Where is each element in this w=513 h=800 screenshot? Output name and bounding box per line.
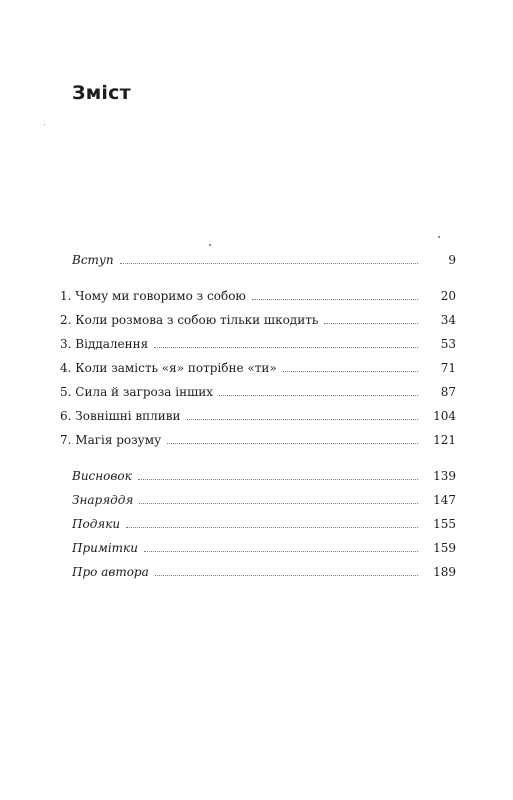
dot-leader <box>283 371 418 372</box>
toc-entry-page: 139 <box>433 469 456 483</box>
toc-entry-back-matter[interactable] <box>60 537 456 559</box>
toc-entry-chapter[interactable] <box>60 357 456 379</box>
dot-leader <box>252 299 418 300</box>
toc-entry-label: 2. Коли розмова з собою тільки шкодить <box>60 309 324 331</box>
toc-entry-back-matter[interactable] <box>60 465 456 487</box>
toc-entry-page: 34 <box>440 313 456 327</box>
toc-entry-label: Примітки <box>72 541 138 555</box>
dot-leader <box>154 347 418 348</box>
dot-leader <box>126 527 418 528</box>
toc-entry-label: 4. Коли замість «я» потрібне «ти» <box>60 357 283 379</box>
toc-entry-intro[interactable] <box>60 249 456 271</box>
toc-entry-label: Висновок <box>72 469 132 483</box>
toc-entry-chapter[interactable] <box>60 381 456 403</box>
print-speck <box>209 244 211 246</box>
toc-entry-label: Подяки <box>72 517 121 531</box>
chapter-number: 7. <box>60 433 72 447</box>
toc-entry-page: 71 <box>440 361 456 375</box>
chapter-number: 5. <box>60 385 72 399</box>
toc-entry-page: 121 <box>433 433 456 447</box>
toc-entry-page: 155 <box>433 517 456 531</box>
toc-entry-page: 20 <box>440 289 456 303</box>
toc-entry-label: Знаряддя <box>72 493 134 507</box>
toc-entry-page: 53 <box>440 337 456 351</box>
dot-leader <box>324 323 418 324</box>
page-title: Зміст <box>72 82 131 104</box>
toc-entry-label: 6. Зовнішні впливи <box>60 405 187 427</box>
toc-entry-label: 1. Чому ми говоримо з собою <box>60 285 252 307</box>
print-speck <box>438 236 440 238</box>
toc-entry-chapter[interactable] <box>60 333 456 355</box>
toc-entry-label: 3. Віддалення <box>60 333 154 355</box>
toc-entry-page: 189 <box>433 565 456 579</box>
chapter-number: 3. <box>60 337 72 351</box>
toc-entry-page: 159 <box>433 541 456 555</box>
dot-leader <box>144 551 418 552</box>
dot-leader <box>120 263 418 264</box>
chapter-number: 2. <box>60 313 72 327</box>
toc-entry-page: 147 <box>433 493 456 507</box>
toc-entry-chapter[interactable] <box>60 405 456 427</box>
dot-leader <box>219 395 418 396</box>
toc-entry-chapter[interactable] <box>60 285 456 307</box>
dot-leader <box>155 575 418 576</box>
toc-entry-page: 9 <box>448 253 456 267</box>
toc-entry-chapter[interactable] <box>60 309 456 331</box>
chapter-number: 1. <box>60 289 72 303</box>
dot-leader <box>138 479 418 480</box>
chapter-number: 6. <box>60 409 72 423</box>
toc-entry-back-matter[interactable] <box>60 489 456 511</box>
chapter-number: 4. <box>60 361 72 375</box>
toc-entry-back-matter[interactable] <box>60 561 456 583</box>
toc-entry-label: Вступ <box>72 253 114 267</box>
toc-entry-page: 104 <box>433 409 456 423</box>
toc-entry-label: 7. Магія розуму <box>60 429 167 451</box>
toc-entry-label: Про автора <box>72 565 149 579</box>
dot-leader <box>139 503 418 504</box>
toc-entry-back-matter[interactable] <box>60 513 456 535</box>
toc-entry-chapter[interactable] <box>60 429 456 451</box>
toc-entry-page: 87 <box>440 385 456 399</box>
dot-leader <box>167 443 418 444</box>
toc-entry-label: 5. Сила й загроза інших <box>60 381 219 403</box>
dot-leader <box>187 419 418 420</box>
print-speck <box>44 124 45 125</box>
